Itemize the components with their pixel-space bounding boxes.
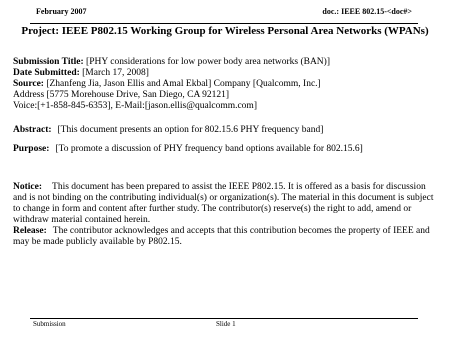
header-doc-number: doc.: IEEE 802.15-<doc#> <box>322 7 412 16</box>
abstract-value: [This document presents an option for 802.15.6 PHY frequency band] <box>57 125 324 135</box>
voice-email-line: Voice:[+1-858-845-6353], E-Mail:[jason.ellis@qualcomm.com] <box>13 101 257 111</box>
submission-title-row <box>13 57 438 68</box>
page-title: Project: IEEE P802.15 Working Group for Wireless Personal Area Networks (WPANs) <box>21 25 429 37</box>
footer-submission: Submission <box>33 320 66 328</box>
notice-text: This document has been prepared to assist the IEEE P802.15. It is offered as a basis for discussion and is not binding on the contributing individual(s) or organization(s). The material in this document is subject to change in form and content after further study. The contributor(s) reserve(s) the right to add, amend or withdraw material contained herein. <box>13 182 434 225</box>
release-paragraph <box>13 226 441 248</box>
submission-title-label: Submission Title: <box>13 57 84 67</box>
notice-paragraph <box>13 182 441 226</box>
submission-info <box>13 57 438 112</box>
purpose-row <box>13 144 438 155</box>
date-submitted-row <box>13 68 438 79</box>
abstract-row <box>13 125 438 136</box>
abstract-label: Abstract: <box>13 125 52 135</box>
date-submitted-value: [March 17, 2008] <box>82 68 149 78</box>
header-date: February 2007 <box>36 7 87 16</box>
source-row <box>13 79 438 90</box>
footer-rule <box>30 318 418 319</box>
release-text: The contributor acknowledges and accepts that this contribution becomes the property of IEEE and may be made publicly available by P802.15. <box>13 226 430 247</box>
date-submitted-label: Date Submitted: <box>13 68 80 78</box>
address-line: Address [5775 Morehouse Drive, San Diego, CA 92121] <box>13 90 230 100</box>
purpose-label: Purpose: <box>13 144 50 154</box>
release-label: Release: <box>13 226 47 236</box>
notice-label: Notice: <box>13 182 43 192</box>
source-value: [Zhanfeng Jia, Jason Ellis and Amal Ekbal] Company [Qualcomm, Inc.] <box>46 79 321 89</box>
source-label: Source: <box>13 79 44 89</box>
footer-slide-number: Slide 1 <box>216 320 236 328</box>
submission-title-value: [PHY considerations for low power body area networks (BAN)] <box>86 57 330 67</box>
purpose-value: [To promote a discussion of PHY frequency band options available for 802.15.6] <box>55 144 363 154</box>
